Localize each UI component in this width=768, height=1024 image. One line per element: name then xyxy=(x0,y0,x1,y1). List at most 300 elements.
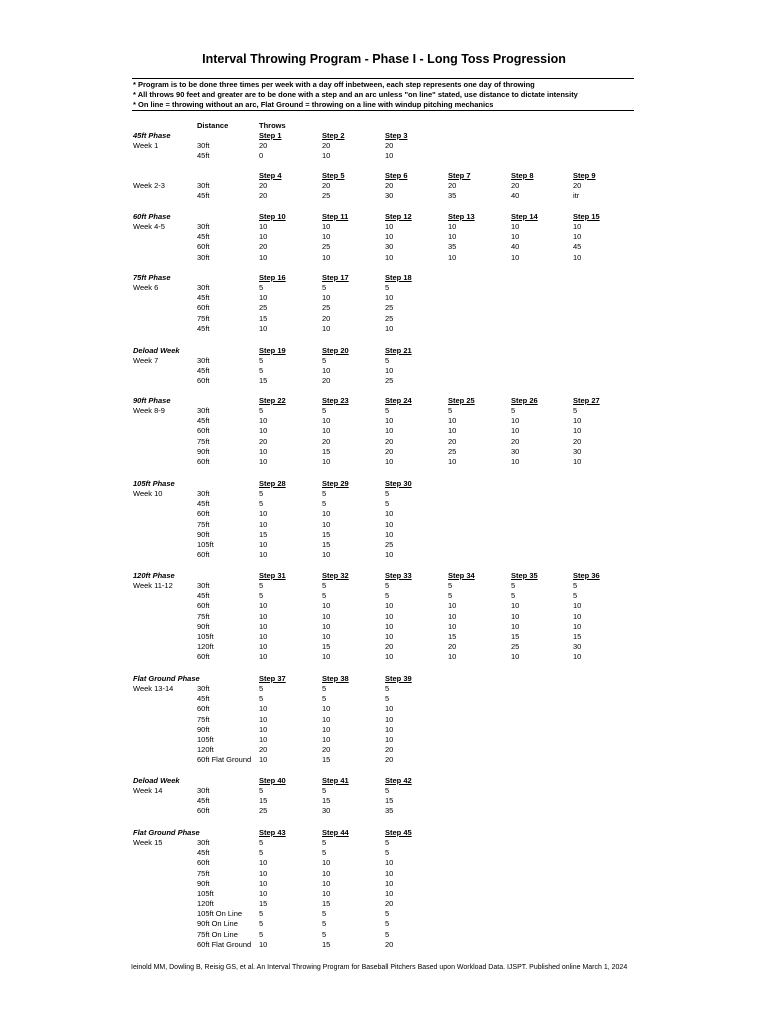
distance-cell: 30ft xyxy=(197,684,210,694)
throws-header: Throws xyxy=(259,121,286,130)
step-header: Step 30 xyxy=(385,479,412,488)
phase-label: 45ft Phase xyxy=(133,131,171,140)
distance-cell: 60ft xyxy=(197,550,210,560)
throws-cell: 35 xyxy=(448,242,457,252)
throws-cell: 20 xyxy=(322,313,331,323)
distance-cell: 60ft xyxy=(197,376,210,386)
week-label: Week 13-14 xyxy=(133,684,174,694)
distance-cell: 60ft Flat Ground xyxy=(197,939,252,949)
week-label: Week 4-5 xyxy=(133,222,165,232)
throws-cell: 5 xyxy=(385,838,390,848)
throws-cell: 20 xyxy=(448,642,457,652)
throws-cell: 10 xyxy=(259,519,268,529)
throws-cell: 10 xyxy=(322,509,331,519)
step-header: Step 26 xyxy=(511,396,538,405)
distance-cell: 45ft xyxy=(197,848,210,858)
throws-cell: 10 xyxy=(322,151,331,161)
step-header: Step 11 xyxy=(322,212,349,221)
step-header: Step 20 xyxy=(322,346,349,355)
throws-cell: 20 xyxy=(573,181,582,191)
throws-cell: 10 xyxy=(322,858,331,868)
throws-cell: 20 xyxy=(385,899,394,909)
distance-cell: 30ft xyxy=(197,252,210,262)
phase-label: Flat Ground Phase xyxy=(133,674,200,683)
throws-cell: 10 xyxy=(573,426,582,436)
throws-cell: 10 xyxy=(573,652,582,662)
throws-cell: 10 xyxy=(259,939,268,949)
throws-cell: 25 xyxy=(448,446,457,456)
week-label: Week 8-9 xyxy=(133,406,165,416)
distance-cell: 105ft xyxy=(197,539,214,549)
distance-cell: 30ft xyxy=(197,489,210,499)
throws-cell: 20 xyxy=(322,745,331,755)
distance-cell: 45ft xyxy=(197,499,210,509)
throws-cell: 10 xyxy=(385,611,394,621)
throws-cell: 10 xyxy=(448,416,457,426)
distance-cell: 60ft xyxy=(197,509,210,519)
distance-cell: 90ft xyxy=(197,724,210,734)
throws-cell: 25 xyxy=(322,191,331,201)
throws-cell: 10 xyxy=(573,252,582,262)
throws-cell: 25 xyxy=(322,303,331,313)
week-label: Week 7 xyxy=(133,356,159,366)
distance-cell: 60ft xyxy=(197,426,210,436)
throws-cell: 10 xyxy=(385,652,394,662)
throws-cell: 20 xyxy=(448,436,457,446)
throws-cell: 5 xyxy=(259,283,264,293)
throws-cell: 30 xyxy=(385,191,394,201)
throws-cell: 10 xyxy=(259,509,268,519)
throws-cell: 10 xyxy=(573,601,582,611)
throws-cell: 5 xyxy=(259,929,264,939)
phase-label: 90ft Phase xyxy=(133,396,171,405)
throws-cell: 10 xyxy=(259,755,268,765)
step-header: Step 33 xyxy=(385,571,412,580)
throws-cell: 10 xyxy=(322,621,331,631)
throws-cell: 5 xyxy=(385,848,390,858)
throws-cell: 10 xyxy=(448,621,457,631)
throws-cell: 5 xyxy=(385,919,390,929)
throws-cell: 5 xyxy=(259,356,264,366)
throws-cell: 10 xyxy=(448,456,457,466)
throws-cell: 20 xyxy=(511,436,520,446)
throws-cell: 10 xyxy=(448,426,457,436)
distance-cell: 60ft xyxy=(197,704,210,714)
phase-label: Flat Ground Phase xyxy=(133,828,200,837)
throws-cell: 10 xyxy=(259,878,268,888)
throws-cell: 10 xyxy=(573,621,582,631)
throws-cell: 20 xyxy=(573,436,582,446)
distance-cell: 60ft Flat Ground xyxy=(197,755,252,765)
throws-cell: 15 xyxy=(573,631,582,641)
phase-label: 60ft Phase xyxy=(133,212,171,221)
throws-cell: 10 xyxy=(259,601,268,611)
throws-cell: 20 xyxy=(259,191,268,201)
step-header: Step 15 xyxy=(573,212,600,221)
throws-cell: 20 xyxy=(259,181,268,191)
distance-cell: 90ft xyxy=(197,529,210,539)
throws-cell: 10 xyxy=(448,611,457,621)
throws-cell: 5 xyxy=(322,499,327,509)
throws-cell: 25 xyxy=(385,539,394,549)
throws-cell: 5 xyxy=(385,909,390,919)
throws-cell: 10 xyxy=(322,456,331,466)
distance-cell: 105ft xyxy=(197,734,214,744)
throws-cell: 15 xyxy=(322,539,331,549)
distance-cell: 90ft xyxy=(197,446,210,456)
step-header: Step 37 xyxy=(259,674,286,683)
throws-cell: 5 xyxy=(259,489,264,499)
throws-cell: 10 xyxy=(322,426,331,436)
throws-cell: 10 xyxy=(385,888,394,898)
throws-cell: 10 xyxy=(385,519,394,529)
throws-cell: 5 xyxy=(322,909,327,919)
distance-cell: 45ft xyxy=(197,796,210,806)
distance-cell: 60ft xyxy=(197,601,210,611)
throws-cell: 15 xyxy=(322,529,331,539)
step-header: Step 9 xyxy=(573,171,596,180)
distance-cell: 30ft xyxy=(197,356,210,366)
step-header: Step 40 xyxy=(259,776,286,785)
throws-cell: 15 xyxy=(259,529,268,539)
throws-cell: 10 xyxy=(259,550,268,560)
distance-cell: 30ft xyxy=(197,406,210,416)
throws-cell: 15 xyxy=(385,796,394,806)
distance-cell: 105ft xyxy=(197,888,214,898)
throws-cell: 10 xyxy=(259,734,268,744)
throws-cell: 25 xyxy=(385,376,394,386)
throws-cell: 5 xyxy=(385,489,390,499)
throws-cell: 35 xyxy=(448,191,457,201)
step-header: Step 24 xyxy=(385,396,412,405)
week-label: Week 6 xyxy=(133,283,159,293)
throws-cell: 20 xyxy=(385,436,394,446)
step-header: Step 36 xyxy=(573,571,600,580)
throws-cell: 10 xyxy=(511,416,520,426)
throws-cell: 10 xyxy=(259,232,268,242)
throws-cell: 5 xyxy=(511,591,516,601)
throws-cell: 5 xyxy=(448,591,453,601)
note-3: * On line = throwing without an arc, Flat Ground = throwing on a line with windup pitching mechanics xyxy=(133,100,494,109)
throws-cell: 5 xyxy=(322,838,327,848)
throws-cell: 10 xyxy=(322,519,331,529)
distance-cell: 60ft xyxy=(197,303,210,313)
throws-cell: 10 xyxy=(511,456,520,466)
throws-cell: 10 xyxy=(322,611,331,621)
throws-cell: 5 xyxy=(385,684,390,694)
step-header: Step 19 xyxy=(259,346,286,355)
throws-cell: 15 xyxy=(322,899,331,909)
distance-cell: 120ft xyxy=(197,745,214,755)
step-header: Step 7 xyxy=(448,171,471,180)
throws-cell: 5 xyxy=(259,581,264,591)
throws-cell: 10 xyxy=(385,323,394,333)
throws-cell: 10 xyxy=(385,550,394,560)
step-header: Step 17 xyxy=(322,273,349,282)
throws-cell: 10 xyxy=(259,293,268,303)
step-header: Step 39 xyxy=(385,674,412,683)
throws-cell: 10 xyxy=(322,878,331,888)
step-header: Step 44 xyxy=(322,828,349,837)
step-header: Step 27 xyxy=(573,396,600,405)
throws-cell: 10 xyxy=(259,456,268,466)
throws-cell: 30 xyxy=(573,642,582,652)
throws-cell: 10 xyxy=(259,252,268,262)
throws-cell: 5 xyxy=(259,694,264,704)
throws-cell: 20 xyxy=(259,141,268,151)
throws-cell: 10 xyxy=(573,416,582,426)
throws-cell: 10 xyxy=(385,858,394,868)
distance-cell: 105ft On Line xyxy=(197,909,243,919)
step-header: Step 14 xyxy=(511,212,538,221)
throws-cell: 30 xyxy=(511,446,520,456)
distance-cell: 45ft xyxy=(197,293,210,303)
throws-cell: 10 xyxy=(259,611,268,621)
distance-cell: 75ft xyxy=(197,436,210,446)
throws-cell: 10 xyxy=(573,222,582,232)
step-header: Step 8 xyxy=(511,171,534,180)
throws-cell: 5 xyxy=(385,929,390,939)
throws-cell: 10 xyxy=(322,550,331,560)
throws-cell: 10 xyxy=(259,446,268,456)
throws-cell: 5 xyxy=(385,786,390,796)
throws-cell: 30 xyxy=(322,806,331,816)
phase-label: 75ft Phase xyxy=(133,273,171,282)
throws-cell: 5 xyxy=(259,786,264,796)
throws-cell: 10 xyxy=(322,888,331,898)
distance-cell: 60ft xyxy=(197,652,210,662)
distance-cell: 45ft xyxy=(197,232,210,242)
throws-cell: 10 xyxy=(511,222,520,232)
throws-cell: 20 xyxy=(259,436,268,446)
throws-cell: 10 xyxy=(322,724,331,734)
throws-cell: 10 xyxy=(385,426,394,436)
throws-cell: 10 xyxy=(322,293,331,303)
step-header: Step 5 xyxy=(322,171,345,180)
throws-cell: 10 xyxy=(259,426,268,436)
distance-cell: 30ft xyxy=(197,181,210,191)
throws-cell: 5 xyxy=(573,591,578,601)
throws-cell: 15 xyxy=(322,446,331,456)
throws-cell: itr xyxy=(573,191,580,201)
throws-cell: 20 xyxy=(322,376,331,386)
throws-cell: 10 xyxy=(511,252,520,262)
bottom-rule xyxy=(132,110,634,111)
step-header: Step 10 xyxy=(259,212,286,221)
distance-cell: 90ft xyxy=(197,621,210,631)
throws-cell: 10 xyxy=(259,714,268,724)
throws-cell: 10 xyxy=(385,293,394,303)
step-header: Step 38 xyxy=(322,674,349,683)
throws-cell: 10 xyxy=(322,734,331,744)
throws-cell: 5 xyxy=(259,848,264,858)
throws-cell: 20 xyxy=(259,242,268,252)
throws-cell: 10 xyxy=(385,232,394,242)
week-label: Week 14 xyxy=(133,786,163,796)
distance-cell: 45ft xyxy=(197,191,210,201)
throws-cell: 10 xyxy=(385,601,394,611)
throws-cell: 10 xyxy=(259,416,268,426)
step-header: Step 41 xyxy=(322,776,349,785)
throws-cell: 5 xyxy=(385,581,390,591)
step-header: Step 43 xyxy=(259,828,286,837)
throws-cell: 20 xyxy=(322,181,331,191)
throws-cell: 10 xyxy=(259,323,268,333)
distance-cell: 75ft xyxy=(197,313,210,323)
throws-cell: 5 xyxy=(385,694,390,704)
note-2: * All throws 90 feet and greater are to be done with a step and an arc unless "on line" stated, use distance to dictate intensity xyxy=(133,90,578,99)
step-header: Step 6 xyxy=(385,171,408,180)
throws-cell: 20 xyxy=(322,141,331,151)
throws-cell: 10 xyxy=(322,868,331,878)
phase-label: Deload Week xyxy=(133,776,180,785)
note-1: * Program is to be done three times per week with a day off inbetween, each step represents one day of throwing xyxy=(133,80,535,89)
distance-cell: 75ft xyxy=(197,714,210,724)
throws-cell: 15 xyxy=(448,631,457,641)
throws-cell: 10 xyxy=(385,456,394,466)
distance-cell: 75ft On Line xyxy=(197,929,238,939)
throws-cell: 15 xyxy=(322,939,331,949)
throws-cell: 20 xyxy=(448,181,457,191)
step-header: Step 4 xyxy=(259,171,282,180)
week-label: Week 10 xyxy=(133,489,163,499)
throws-cell: 5 xyxy=(259,919,264,929)
distance-cell: 120ft xyxy=(197,642,214,652)
throws-cell: 20 xyxy=(385,181,394,191)
throws-cell: 5 xyxy=(573,406,578,416)
throws-cell: 10 xyxy=(385,252,394,262)
throws-cell: 20 xyxy=(385,939,394,949)
throws-cell: 10 xyxy=(322,252,331,262)
throws-cell: 5 xyxy=(322,694,327,704)
distance-cell: 90ft xyxy=(197,878,210,888)
throws-cell: 25 xyxy=(385,303,394,313)
distance-cell: 90ft On Line xyxy=(197,919,238,929)
throws-cell: 10 xyxy=(259,724,268,734)
distance-cell: 45ft xyxy=(197,591,210,601)
throws-cell: 15 xyxy=(511,631,520,641)
throws-cell: 10 xyxy=(259,222,268,232)
throws-cell: 5 xyxy=(385,499,390,509)
throws-cell: 5 xyxy=(322,684,327,694)
throws-cell: 15 xyxy=(259,313,268,323)
throws-cell: 10 xyxy=(259,539,268,549)
citation-footer: Ieinold MM, Dowling B, Reisig GS, et al. An Interval Throwing Program for Baseball Pitchers Based upon Workload Data. IJSPT. Published online March 1, 2024 xyxy=(131,964,628,971)
throws-cell: 20 xyxy=(385,755,394,765)
step-header: Step 13 xyxy=(448,212,475,221)
throws-cell: 10 xyxy=(448,232,457,242)
step-header: Step 18 xyxy=(385,273,412,282)
throws-cell: 10 xyxy=(448,222,457,232)
throws-cell: 5 xyxy=(511,406,516,416)
phase-label: 120ft Phase xyxy=(133,571,175,580)
distance-cell: 30ft xyxy=(197,786,210,796)
throws-cell: 10 xyxy=(573,232,582,242)
throws-cell: 5 xyxy=(448,581,453,591)
throws-cell: 5 xyxy=(259,499,264,509)
throws-cell: 10 xyxy=(259,888,268,898)
throws-cell: 5 xyxy=(322,581,327,591)
distance-cell: 30ft xyxy=(197,283,210,293)
step-header: Step 12 xyxy=(385,212,412,221)
throws-cell: 20 xyxy=(322,436,331,446)
step-header: Step 45 xyxy=(385,828,412,837)
throws-cell: 5 xyxy=(259,406,264,416)
throws-cell: 15 xyxy=(322,796,331,806)
throws-cell: 10 xyxy=(259,868,268,878)
throws-cell: 5 xyxy=(322,591,327,601)
phase-label: 105ft Phase xyxy=(133,479,175,488)
throws-cell: 10 xyxy=(385,529,394,539)
throws-cell: 10 xyxy=(322,416,331,426)
throws-cell: 20 xyxy=(385,446,394,456)
distance-cell: 30ft xyxy=(197,581,210,591)
throws-cell: 25 xyxy=(259,303,268,313)
throws-cell: 10 xyxy=(259,652,268,662)
distance-cell: 75ft xyxy=(197,611,210,621)
throws-cell: 15 xyxy=(322,755,331,765)
distance-cell: 105ft xyxy=(197,631,214,641)
throws-cell: 25 xyxy=(259,806,268,816)
throws-cell: 10 xyxy=(259,621,268,631)
step-header: Step 32 xyxy=(322,571,349,580)
throws-cell: 5 xyxy=(259,684,264,694)
distance-cell: 45ft xyxy=(197,416,210,426)
throws-cell: 5 xyxy=(259,591,264,601)
throws-cell: 10 xyxy=(511,611,520,621)
step-header: Step 3 xyxy=(385,131,408,140)
throws-cell: 10 xyxy=(385,509,394,519)
throws-cell: 5 xyxy=(322,489,327,499)
throws-cell: 25 xyxy=(322,242,331,252)
distance-cell: 60ft xyxy=(197,242,210,252)
throws-cell: 10 xyxy=(511,232,520,242)
throws-cell: 10 xyxy=(322,366,331,376)
throws-cell: 10 xyxy=(385,704,394,714)
throws-cell: 20 xyxy=(385,141,394,151)
throws-cell: 40 xyxy=(511,191,520,201)
step-header: Step 1 xyxy=(259,131,282,140)
distance-cell: 30ft xyxy=(197,222,210,232)
throws-cell: 5 xyxy=(385,591,390,601)
throws-cell: 10 xyxy=(322,601,331,611)
top-rule xyxy=(132,78,634,79)
throws-cell: 15 xyxy=(259,796,268,806)
throws-cell: 15 xyxy=(259,376,268,386)
phase-label: Deload Week xyxy=(133,346,180,355)
throws-cell: 5 xyxy=(385,283,390,293)
throws-cell: 10 xyxy=(385,621,394,631)
throws-cell: 10 xyxy=(259,858,268,868)
throws-cell: 10 xyxy=(322,232,331,242)
throws-cell: 20 xyxy=(259,745,268,755)
throws-cell: 10 xyxy=(573,456,582,466)
throws-cell: 20 xyxy=(385,642,394,652)
step-header: Step 21 xyxy=(385,346,412,355)
throws-cell: 10 xyxy=(385,878,394,888)
step-header: Step 31 xyxy=(259,571,286,580)
throws-cell: 10 xyxy=(259,642,268,652)
week-label: Week 1 xyxy=(133,141,159,151)
week-label: Week 2-3 xyxy=(133,181,165,191)
throws-cell: 10 xyxy=(385,868,394,878)
throws-cell: 10 xyxy=(448,652,457,662)
throws-cell: 10 xyxy=(385,416,394,426)
distance-cell: 45ft xyxy=(197,694,210,704)
throws-cell: 5 xyxy=(322,283,327,293)
throws-cell: 5 xyxy=(259,838,264,848)
throws-cell: 25 xyxy=(385,313,394,323)
